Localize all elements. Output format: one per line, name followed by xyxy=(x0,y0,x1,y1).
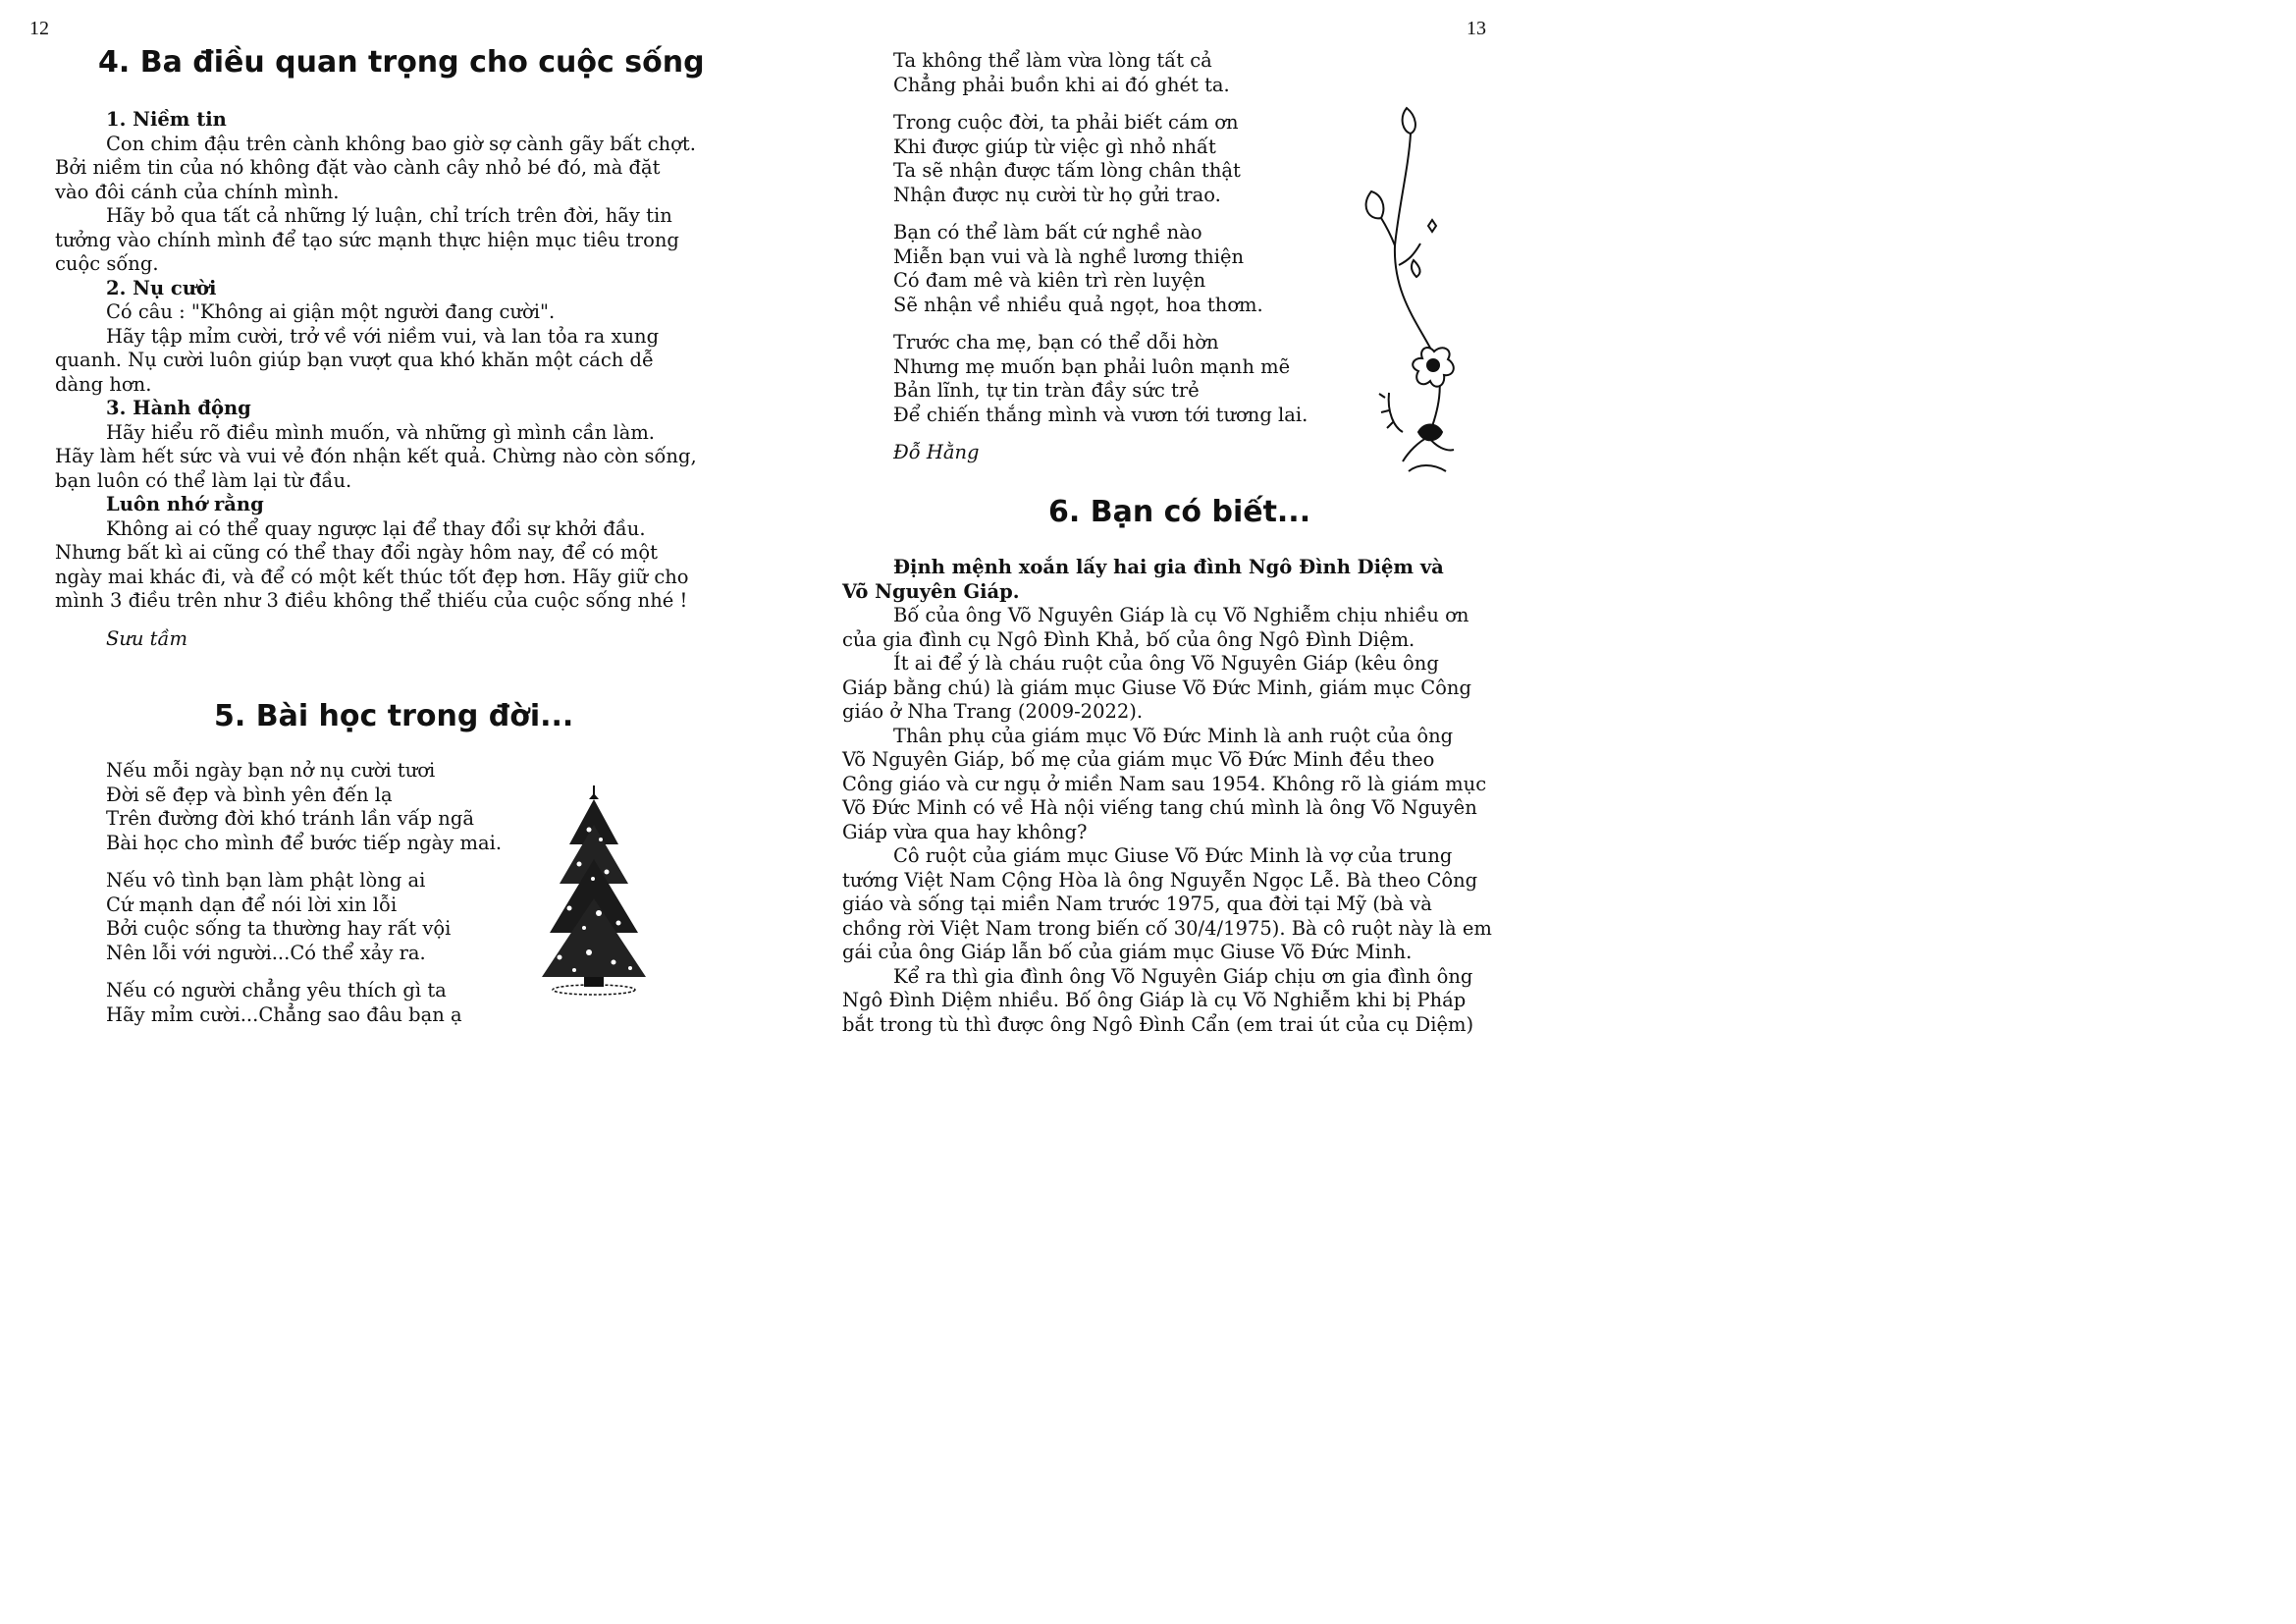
text-line: vào đôi cánh của chính mình. xyxy=(55,180,340,203)
poem-line: Sẽ nhận về nhiều quả ngọt, hoa thơm. xyxy=(893,293,1263,316)
christmas-tree-illustration xyxy=(540,785,648,997)
text-line: Không ai có thể quay ngược lại để thay đổi sự khởi đầu. xyxy=(106,516,646,540)
text-line: bạn luôn có thể làm lại từ đầu. xyxy=(55,468,352,492)
poem-continued xyxy=(893,49,1308,465)
text-line: dàng hơn. xyxy=(55,372,152,396)
text-line: bắt trong tù thì được ông Ngô Đình Cẩn (em trai út của cụ Diệm) xyxy=(842,1012,1474,1036)
poem-line: Chẳng phải buồn khi ai đó ghét ta. xyxy=(893,73,1230,96)
text-line: Định mệnh xoắn lấy hai gia đình Ngô Đình Diệm và xyxy=(893,556,1444,578)
text-line: Kể ra thì gia đình ông Võ Nguyên Giáp chịu ơn gia đình ông xyxy=(893,964,1473,988)
text-line: giáo và sống tại miền Nam trước 1975, qua đời tại Mỹ (bà và xyxy=(842,893,1432,915)
poem-line: Nhận được nụ cười từ họ gửi trao. xyxy=(893,183,1221,206)
paragraph-4 xyxy=(55,325,697,398)
poem-line: Khi được giúp từ việc gì nhỏ nhất xyxy=(893,135,1216,158)
text-line: tướng Việt Nam Cộng Hòa là ông Nguyễn Ngọc Lễ. Bà theo Công xyxy=(842,868,1478,892)
poem-stanza xyxy=(893,331,1308,427)
poem-line: Bởi cuộc sống ta thường hay rất vội xyxy=(106,917,452,940)
heading-nu-cuoi: 2. Nụ cười xyxy=(106,276,217,299)
paragraph-6 xyxy=(55,517,697,614)
text-line: Giáp vừa qua hay không? xyxy=(842,820,1088,843)
text-line: giáo ở Nha Trang (2009-2022). xyxy=(842,700,1144,723)
poem-line: Ta sẽ nhận được tấm lòng chân thật xyxy=(893,159,1241,182)
poem-line: Trên đường đời khó tránh lần vấp ngã xyxy=(106,807,474,830)
section6-body xyxy=(842,556,1492,1037)
poem-line: Ta không thể làm vừa lòng tất cả xyxy=(893,49,1212,72)
text-line: gái của ông Giáp lẫn bố của giám mục Giuse Võ Đức Minh. xyxy=(842,941,1413,963)
paragraph-3 xyxy=(842,725,1492,845)
poem-line: Miễn bạn vui và là nghề lương thiện xyxy=(893,244,1245,268)
left-page xyxy=(0,0,766,1083)
poem-line: Để chiến thắng mình và vươn tới tương lai. xyxy=(893,403,1308,426)
heading-luon-nho-rang: Luôn nhớ rằng xyxy=(106,493,264,515)
text-line: mình 3 điều trên như 3 điều không thể thiếu của cuộc sống nhé ! xyxy=(55,589,688,612)
text-line: Thân phụ của giám mục Võ Đức Minh là anh ruột của ông xyxy=(893,724,1454,747)
text-line: Võ Nguyên Giáp, bố mẹ của giám mục Võ Đức Minh đều theo xyxy=(842,748,1435,771)
poem-line: Trước cha mẹ, bạn có thể dỗi hờn xyxy=(893,331,1219,353)
paragraph-2 xyxy=(55,204,697,277)
poem-line: Bản lĩnh, tự tin tràn đầy sức trẻ xyxy=(893,379,1200,402)
poem-line: Nếu có người chẳng yêu thích gì ta xyxy=(106,979,447,1001)
poem-line: Có đam mê và kiên trì rèn luyện xyxy=(893,269,1206,292)
text-line: cuộc sống. xyxy=(55,252,159,275)
text-line: Bố của ông Võ Nguyên Giáp là cụ Võ Nghiễm chịu nhiều ơn xyxy=(893,604,1469,626)
source-credit: Sưu tầm xyxy=(106,626,187,650)
paragraph-4 xyxy=(842,844,1492,965)
text-line: Công giáo và cư ngụ ở miền Nam sau 1954. Không rõ là giám mục xyxy=(842,772,1487,795)
text-line: Nhưng bất kì ai cũng có thể thay đổi ngày hôm nay, để có một xyxy=(55,541,658,564)
section4-body xyxy=(55,108,697,651)
section6-title: 6. Bạn có biết... xyxy=(1048,495,1311,529)
section4-title: 4. Ba điều quan trọng cho cuộc sống xyxy=(98,45,705,80)
flower-illustration xyxy=(1360,98,1468,486)
text-line: Hãy làm hết sức và vui vẻ đón nhận kết quả. Chừng nào còn sống, xyxy=(55,445,697,467)
poem-line: Nếu vô tình bạn làm phật lòng ai xyxy=(106,869,426,892)
poem-line: Bài học cho mình để bước tiếp ngày mai. xyxy=(106,831,503,854)
text-line: của gia đình cụ Ngô Đình Khả, bố của ông Ngô Đình Diệm. xyxy=(842,627,1415,651)
paragraph-2 xyxy=(842,652,1492,725)
poem-line: Bạn có thể làm bất cứ nghề nào xyxy=(893,221,1202,244)
right-page xyxy=(766,0,1531,1083)
paragraph-5 xyxy=(842,965,1492,1038)
page-number-right: 13 xyxy=(1467,18,1486,39)
poem-stanza xyxy=(106,979,502,1027)
text-line: Con chim đậu trên cành không bao giờ sợ cành gãy bất chợt. xyxy=(106,132,696,155)
section6-subtitle xyxy=(842,556,1492,604)
text-line: Cô ruột của giám mục Giuse Võ Đức Minh là vợ của trung xyxy=(893,844,1453,867)
poem-stanza xyxy=(893,111,1308,207)
page-number-left: 12 xyxy=(29,18,49,39)
poem-line: Trong cuộc đời, ta phải biết cám ơn xyxy=(893,111,1239,134)
poem-stanza xyxy=(893,221,1308,317)
text-line: chồng rời Việt Nam trong biến cố 30/4/1975). Bà cô ruột này là em xyxy=(842,916,1492,940)
text-line: Hãy bỏ qua tất cả những lý luận, chỉ trích trên đời, hãy tin xyxy=(106,204,672,227)
poem-line: Đời sẽ đẹp và bình yên đến lạ xyxy=(106,783,393,806)
poem-author: Đỗ Hằng xyxy=(893,441,980,463)
poem-stanza xyxy=(893,49,1308,97)
poem-stanza xyxy=(106,759,502,855)
paragraph-1 xyxy=(842,604,1492,652)
text-line: Võ Đức Minh có về Hà nội viếng tang chú mình là ông Võ Nguyên xyxy=(842,796,1477,819)
text-line: Bởi niềm tin của nó không đặt vào cành cây nhỏ bé đó, mà đặt xyxy=(55,156,661,179)
text-line: Ngô Đình Diệm nhiều. Bố ông Giáp là cụ Võ Nghiễm khi bị Pháp xyxy=(842,989,1467,1011)
poem-line: Hãy mỉm cười...Chẳng sao đâu bạn ạ xyxy=(106,1002,462,1026)
text-line: Hãy hiểu rõ điều mình muốn, và những gì mình cần làm. xyxy=(106,420,656,444)
section5-title: 5. Bài học trong đời... xyxy=(214,699,574,733)
heading-hanh-dong: 3. Hành động xyxy=(106,397,251,419)
section5-poem xyxy=(106,759,502,1041)
text-line: Hãy tập mỉm cười, trở về với niềm vui, và lan tỏa ra xung xyxy=(106,324,660,348)
paragraph-5 xyxy=(55,421,697,494)
heading-niem-tin: 1. Niềm tin xyxy=(106,108,227,131)
text-line: tưởng vào chính mình để tạo sức mạnh thực hiện mục tiêu trong xyxy=(55,228,679,251)
text-line: Võ Nguyên Giáp. xyxy=(842,579,1020,603)
text-line: Giáp bằng chú) là giám mục Giuse Võ Đức Minh, giám mục Công xyxy=(842,676,1471,699)
text-line: Ít ai để ý là cháu ruột của ông Võ Nguyên Giáp (kêu ông xyxy=(893,652,1439,675)
poem-line: Nhưng mẹ muốn bạn phải luôn mạnh mẽ xyxy=(893,354,1291,378)
poem-line: Cứ mạnh dạn để nói lời xin lỗi xyxy=(106,893,398,916)
poem-stanza xyxy=(106,869,502,965)
text-line: quanh. Nụ cười luôn giúp bạn vượt qua khó khăn một cách dễ xyxy=(55,349,655,371)
poem-line: Nếu mỗi ngày bạn nở nụ cười tươi xyxy=(106,759,436,782)
poem-line: Nên lỗi với người...Có thể xảy ra. xyxy=(106,941,426,964)
text-line: ngày mai khác đi, và để có một kết thúc tốt đẹp hơn. Hãy giữ cho xyxy=(55,565,689,588)
paragraph-1 xyxy=(55,133,697,205)
paragraph-3: Có câu : "Không ai giận một người đang cười". xyxy=(106,300,556,323)
